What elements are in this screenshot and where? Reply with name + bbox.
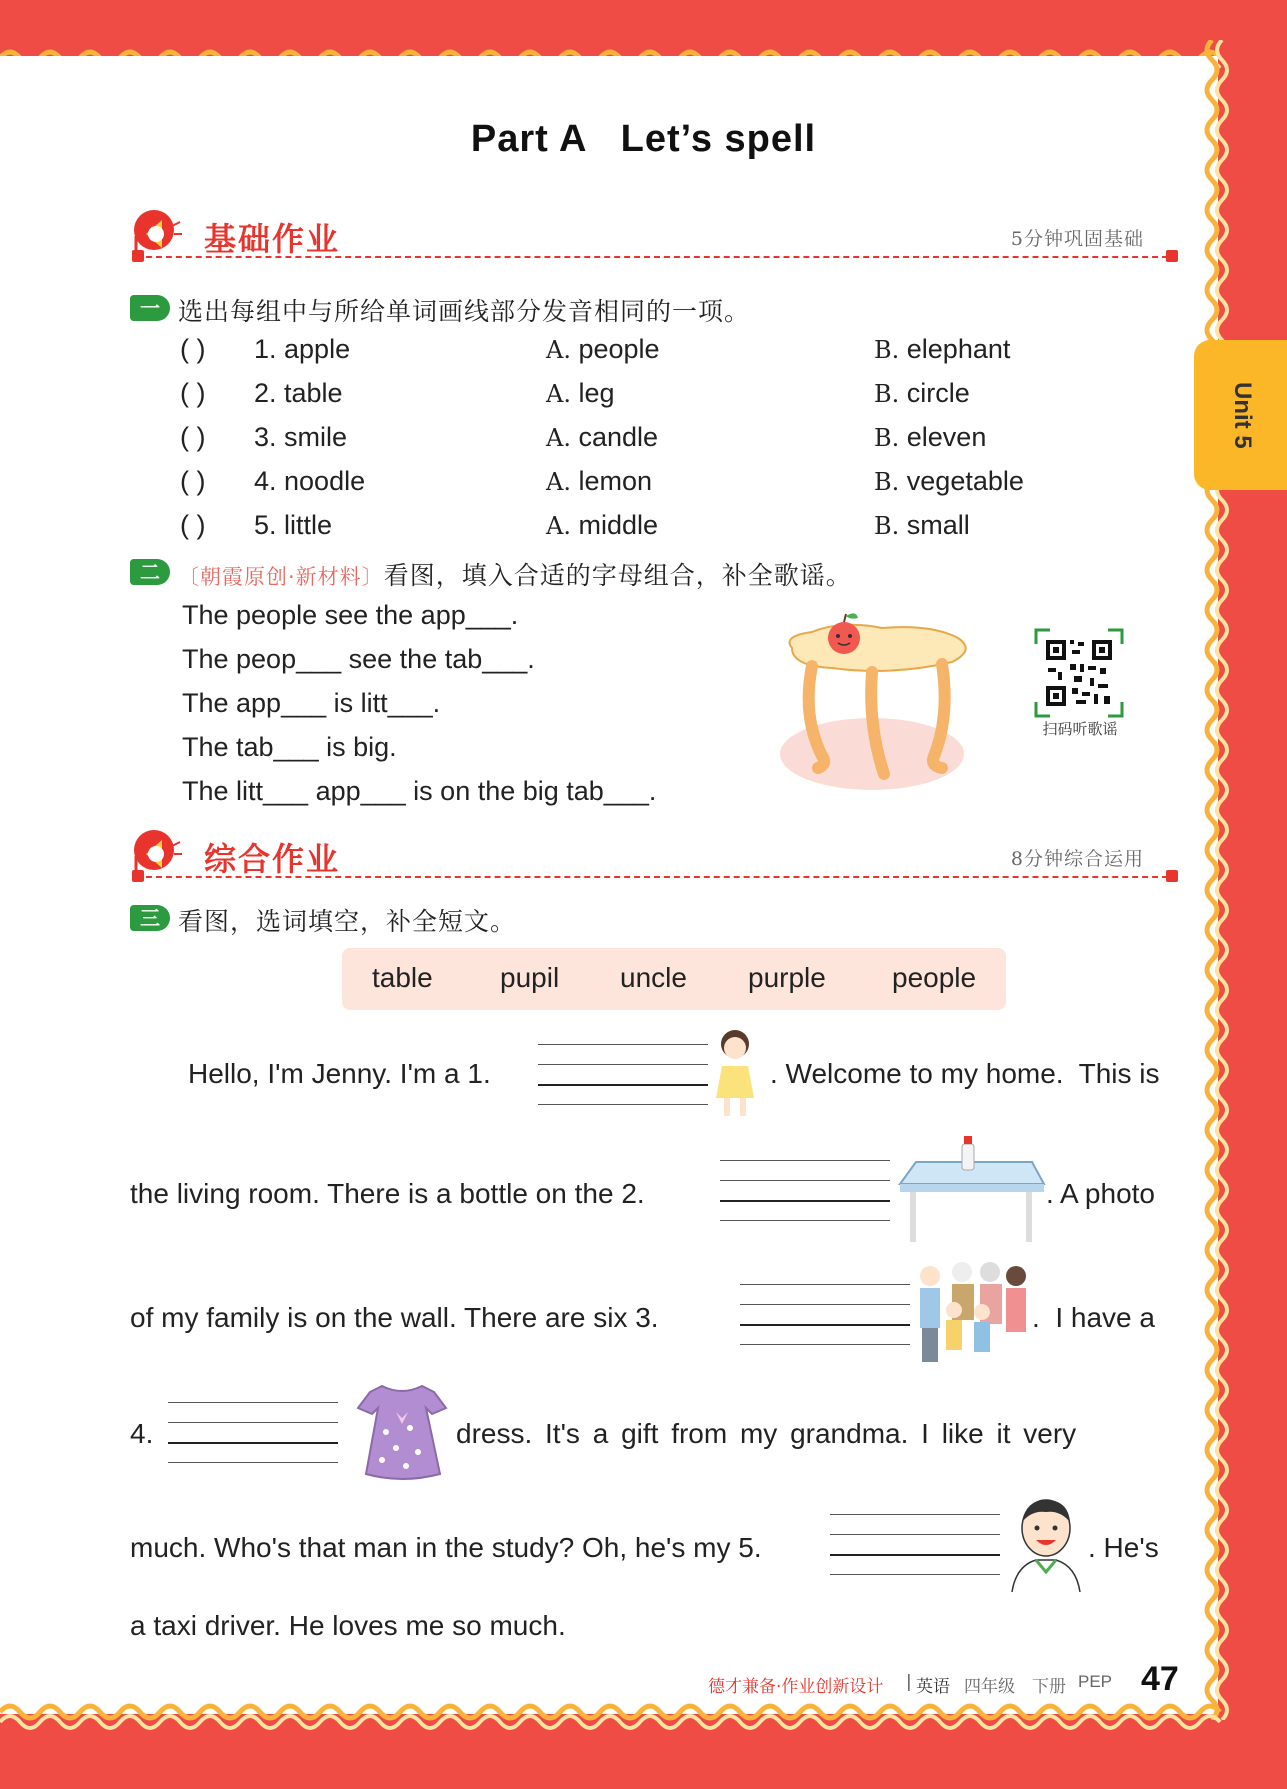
question-number-1: 一 <box>130 295 170 321</box>
section-basic-header <box>128 206 1178 272</box>
answer-bracket[interactable]: ( ) <box>180 422 206 452</box>
question-3-instruction: 看图，选词填空，补全短文。 <box>178 907 517 936</box>
unit-tab-label: Unit 5 <box>1229 381 1256 449</box>
rhyme-line-3: The app___ is litt___. <box>182 688 441 718</box>
divider-end-right <box>1166 870 1178 882</box>
rhyme-line-4: The tab___ is big. <box>182 732 397 762</box>
passage-text: 4. <box>130 1418 154 1449</box>
footer-separator: | <box>906 1672 912 1692</box>
qr-code-icon[interactable] <box>1034 628 1124 718</box>
table-bottle-illustration <box>896 1136 1046 1248</box>
word-bank-item: table <box>372 962 433 993</box>
answer-blank-5[interactable] <box>830 1514 1000 1574</box>
option-a[interactable]: A. lemon <box>546 466 653 496</box>
word-bank-item: purple <box>748 962 826 993</box>
option-b[interactable]: B. vegetable <box>874 466 1024 496</box>
passage-text: . He's <box>1088 1532 1159 1563</box>
passage-text: much. Who's that man in the study? Oh, he's my 5. <box>130 1532 762 1563</box>
rhyme-line-5: The litt___ app___ is on the big tab___. <box>182 776 657 806</box>
footer-subject: 英语 <box>916 1677 950 1697</box>
section-basic-time: 5分钟巩固基础 <box>1010 228 1144 250</box>
rhyme-line-2: The peop___ see the tab___. <box>182 644 535 674</box>
answer-bracket[interactable]: ( ) <box>180 334 206 364</box>
family-people-illustration <box>916 1258 1032 1370</box>
q1-word: 3. smile <box>254 422 348 452</box>
option-b[interactable]: B. small <box>874 510 970 540</box>
section-divider <box>136 256 1178 258</box>
footer-volume: 下册 <box>1032 1677 1066 1697</box>
q1-word: 1. apple <box>254 334 351 364</box>
unit-tab <box>1194 340 1287 490</box>
answer-bracket[interactable]: ( ) <box>180 510 206 540</box>
section-divider <box>136 876 1178 878</box>
passage-text: . A photo <box>1046 1178 1155 1209</box>
divider-end-right <box>1166 250 1178 262</box>
q1-row-4 <box>180 466 1080 506</box>
word-bank-item: pupil <box>500 962 560 993</box>
rhyme-line-1: The people see the app___. <box>182 600 519 630</box>
option-a[interactable]: A. leg <box>546 378 615 408</box>
option-b[interactable]: B. circle <box>874 378 970 408</box>
passage-text: . I have a <box>1032 1302 1155 1333</box>
q1-row-1 <box>180 334 1080 374</box>
divider-end-left <box>132 870 144 882</box>
passage-text: the living room. There is a bottle on the 2. <box>130 1178 645 1209</box>
question-number-3: 三 <box>130 905 170 931</box>
footer-grade: 四年级 <box>964 1677 1015 1697</box>
question-1-instruction: 选出每组中与所给单词画线部分发音相同的一项。 <box>178 297 751 326</box>
q1-word: 2. table <box>254 378 343 408</box>
qr-caption: 扫码听歌谣 <box>1042 720 1118 738</box>
answer-blank-1[interactable] <box>538 1044 708 1104</box>
q1-word: 4. noodle <box>254 466 366 496</box>
passage-text: . Welcome to my home. This is <box>770 1058 1160 1089</box>
divider-end-left <box>132 250 144 262</box>
word-bank-item: people <box>892 962 977 993</box>
footer-series: 德才兼备·作业创新设计 <box>708 1677 884 1697</box>
page-title: Part A Let’s spell <box>470 118 817 160</box>
option-a[interactable]: A. people <box>546 334 660 364</box>
question-2-tag: 〔朝霞原创·新材料〕 <box>178 565 384 589</box>
question-number-2: 二 <box>130 559 170 585</box>
option-a[interactable]: A. candle <box>546 422 659 452</box>
answer-bracket[interactable]: ( ) <box>180 466 206 496</box>
section-basic-label: 基础作业 <box>204 220 341 258</box>
q1-row-3 <box>180 422 1080 462</box>
q1-row-2 <box>180 378 1080 418</box>
option-a[interactable]: A. middle <box>546 510 659 540</box>
q1-row-5 <box>180 510 1080 550</box>
answer-blank-2[interactable] <box>720 1160 890 1220</box>
word-bank-item: uncle <box>620 962 687 993</box>
option-b[interactable]: B. eleven <box>874 422 987 452</box>
table-apple-illustration <box>772 606 992 796</box>
section-comprehensive-label: 综合作业 <box>204 840 341 878</box>
girl-jenny-illustration <box>710 1026 760 1122</box>
answer-blank-3[interactable] <box>740 1284 910 1344</box>
uncle-man-illustration <box>1006 1496 1086 1594</box>
q1-word: 5. little <box>254 510 333 540</box>
answer-bracket[interactable]: ( ) <box>180 378 206 408</box>
passage-text: of my family is on the wall. There are six 3. <box>130 1302 659 1333</box>
bottom-wavy-border <box>0 1690 1287 1750</box>
section-comprehensive-header <box>128 826 1178 892</box>
purple-dress-illustration <box>352 1382 452 1488</box>
question-2-instruction <box>178 556 852 592</box>
page-number: 47 <box>1141 1660 1179 1698</box>
option-b[interactable]: B. elephant <box>874 334 1011 364</box>
word-bank <box>342 948 1006 1010</box>
footer-edition: PEP <box>1078 1672 1113 1691</box>
right-wavy-border <box>1198 40 1238 1720</box>
question-2-text: 看图，填入合适的字母组合，补全歌谣。 <box>383 561 852 590</box>
passage-text: Hello, I'm Jenny. I'm a 1. <box>188 1058 491 1089</box>
passage-text: a taxi driver. He loves me so much. <box>130 1610 566 1641</box>
answer-blank-4[interactable] <box>168 1402 338 1462</box>
section-comprehensive-time: 8分钟综合运用 <box>1010 848 1144 870</box>
passage-text: dress. It's a gift from my grandma. I like it very <box>456 1418 1077 1449</box>
